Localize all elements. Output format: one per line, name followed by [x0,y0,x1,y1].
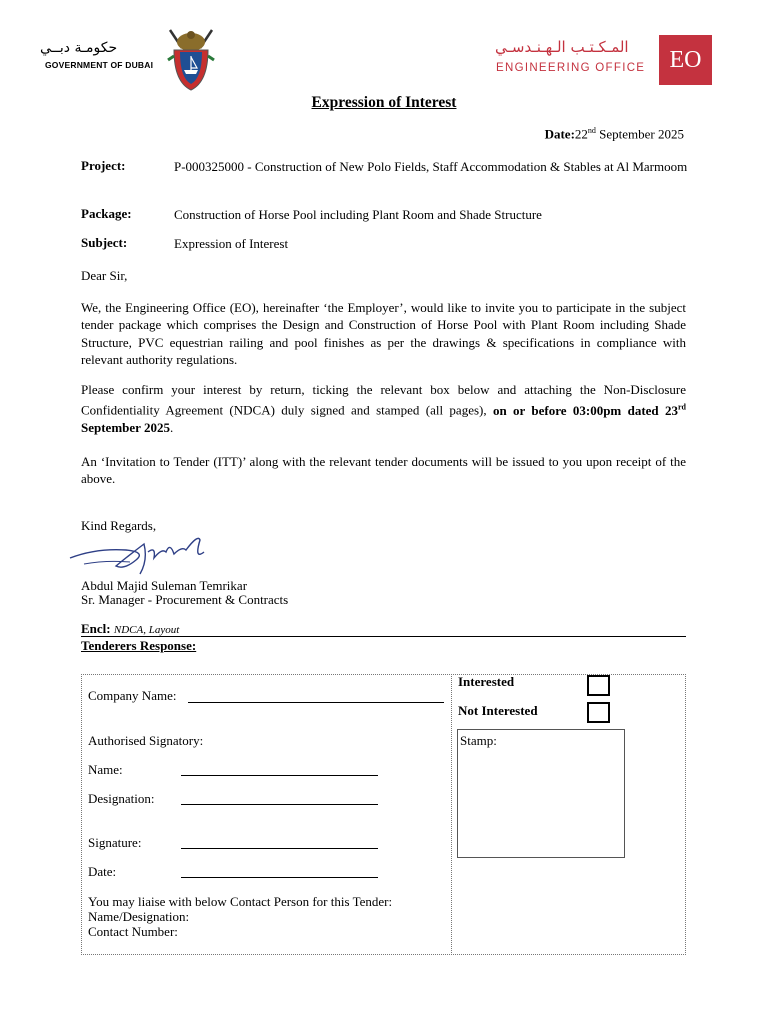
date-suffix: nd [587,126,596,135]
date-day: 22 [574,126,588,142]
salutation: Dear Sir, [81,268,128,283]
authorised-signatory-label: Authorised Signatory: [88,733,204,748]
subject-label: Subject: [81,235,128,250]
gov-english-name: GOVERNMENT OF DUBAI [45,60,154,70]
enclosure [81,621,179,637]
signature-label: Signature: [88,835,142,850]
divider-line [81,636,686,637]
designation-label: Designation: [88,791,155,806]
not-interested-checkbox[interactable] [587,702,610,723]
contact-number: Contact Number: [88,924,178,939]
stamp-label: Stamp: [460,733,497,748]
subject-value: Expression of Interest [174,236,289,251]
response-divider [451,674,452,955]
interested-checkbox[interactable] [587,675,610,696]
handwritten-signature [66,530,216,580]
response-date-label: Date: [88,864,117,879]
office-english-name: ENGINEERING OFFICE [496,62,646,74]
date-label: Date: [544,126,575,142]
contact-note: You may liaise with below Contact Person for this Tender: [88,894,393,909]
company-name-label: Company Name: [88,688,177,703]
eo-logo-badge: EO [659,35,712,85]
signer-title: Sr. Manager - Procurement & Contracts [81,592,289,607]
document-date [545,126,684,142]
project-value: P-000325000 - Construction of New Polo Fields, Staff Accommodation & Stables at Al Marmoom [174,159,688,174]
name-label: Name: [88,762,123,777]
signature-field[interactable] [181,848,378,849]
gov-arabic-name: حكومـة دبــي [40,40,118,56]
interested-label: Interested [458,674,515,689]
office-arabic-name: المـكـتـب الـهـنـدسـي [495,38,629,56]
encl-value: NDCA, Layout [113,624,180,636]
closing: Kind Regards, [81,518,157,533]
package-value: Construction of Horse Pool including Plant Room and Shade Structure [174,207,542,222]
package-label: Package: [81,206,132,221]
not-interested-label: Not Interested [458,703,538,718]
name-field[interactable] [181,775,378,776]
contact-name-designation: Name/Designation: [88,909,190,924]
designation-field[interactable] [181,804,378,805]
response-date-field[interactable] [181,877,378,878]
signer-name: Abdul Majid Suleman Temrikar [81,578,248,593]
encl-label: Encl: [81,621,111,636]
stamp-box [457,729,625,858]
project-label: Project: [81,158,126,173]
company-name-field[interactable] [188,702,444,703]
para2-start: Please confirm your interest by return, ticking the relevant box below and attaching the Non-Disclosure Confidentiality Agreement (NDCA) duly signed and stamped (all pages), [81,382,686,418]
paragraph-confirm: Please confirm your interest by return, ticking the relevant box below and attaching the Non-Disclosure Confidentiality Agreement (NDCA) duly signed and stamped (all pages), on or before 03:00pm dated 23rd September 2025. [81,382,686,436]
dubai-emblem-icon [162,26,220,94]
date-rest: September 2025 [599,126,684,142]
paragraph-itt: An ‘Invitation to Tender (ITT)’ along with the relevant tender documents will be issued to you upon receipt of the above. [81,454,686,487]
page-title: Expression of Interest [311,94,457,111]
paragraph-invitation: We, the Engineering Office (EO), hereinafter ‘the Employer’, would like to invite you to participate in the subject tender package which comprises the Design and Construction of Horse Pool with Plant Room including Shade Structure, PVC equestrian railing and pool finishes as per the drawings & specifications in compliance with relevant authority regulations. [81,300,686,368]
response-heading: Tenderers Response: [81,638,197,653]
para2-deadline: on or before 03:00pm dated 23rd September 2025 [81,402,686,436]
